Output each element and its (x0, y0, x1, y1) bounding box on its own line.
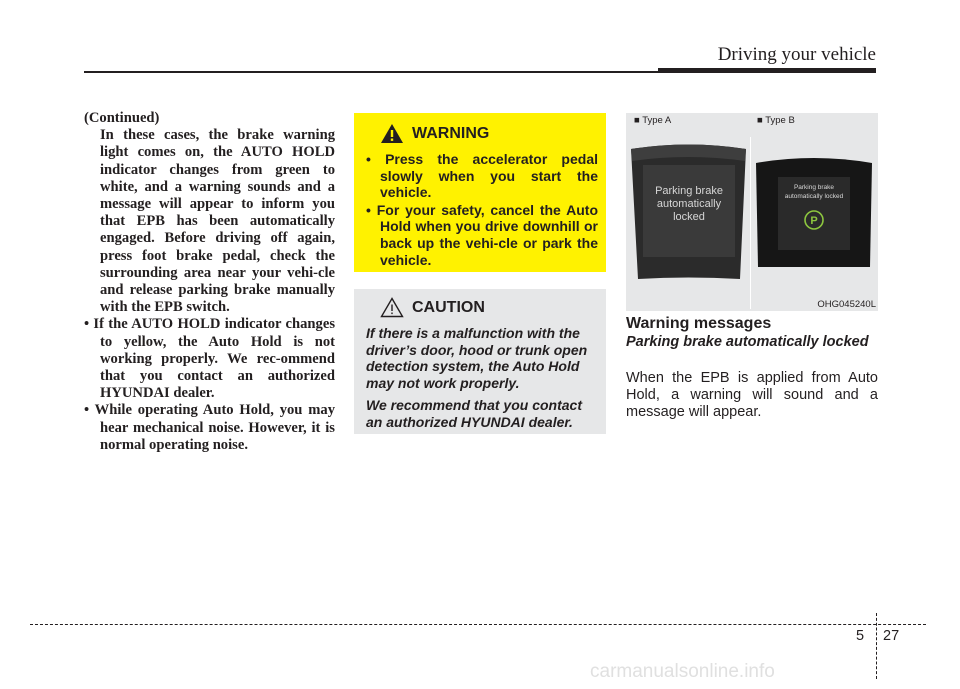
screen-a-line: automatically (656, 198, 722, 210)
section-title: Warning messages (626, 315, 772, 332)
footer-rule (30, 624, 926, 625)
type-a-display-image (626, 113, 750, 311)
caution-paragraph: If there is a malfunction with the driver’s door, hood or trunk open detection system, the Auto Hold may not work properly. (366, 325, 588, 391)
warning-box (354, 113, 606, 272)
intro-paragraph: In these cases, the brake warning light comes on, the AUTO HOLD indicator changes from green to white, and a warning sounds and a message will appear to inform you that EPB has been automatically engaged. Before driving off again, press foot brake pedal, check the surrounding area near your vehi-cle and release parking brake manually with the EPB switch. (100, 127, 335, 316)
header-rule-accent (658, 68, 876, 73)
warning-item: • For your safety, cancel the Auto Hold when you drive downhill or back up the vehi-cle or park the vehicle. (366, 201, 598, 268)
header-rule (84, 71, 660, 73)
continued-label: (Continued) (84, 110, 160, 126)
warning-title: WARNING (412, 124, 490, 142)
screen-a-line: locked (673, 211, 705, 223)
screen-b-line: automatically locked (784, 193, 844, 200)
footer-divider (876, 613, 877, 679)
chapter-number: 5 (856, 628, 865, 644)
warning-list (366, 151, 598, 268)
parking-brake-icon-letter: P (810, 215, 818, 227)
caution-box (354, 289, 606, 434)
warning-header (380, 123, 598, 144)
screen-b-line: Parking brake (793, 184, 835, 191)
caution-title: CAUTION (412, 298, 485, 316)
section-subtitle: Parking brake automatically locked (626, 334, 869, 350)
warning-item: • Press the accelerator pedal slowly when you start the vehicle. (366, 151, 598, 201)
header-title: Driving your vehicle (717, 44, 876, 65)
caution-paragraph: We recommend that you contact an authorized HYUNDAI dealer. (366, 397, 583, 430)
cluster-figure (626, 113, 878, 311)
caution-triangle-icon (380, 297, 404, 318)
warning-triangle-icon (380, 123, 404, 144)
bullet-item: • While operating Auto Hold, you may hear mechanical noise. However, it is normal operating noise. (84, 402, 335, 453)
screen-a-line: Parking brake (655, 185, 723, 197)
type-a-label: ■ Type A (634, 115, 672, 126)
bullet-item: • If the AUTO HOLD indicator changes to yellow, the Auto Hold is not working properly. We rec-ommend that you contact an authorized HYUNDAI dealer. (84, 316, 335, 402)
figure-code: OHG045240L (817, 299, 876, 310)
left-column (84, 110, 335, 454)
page-number: 27 (883, 628, 900, 644)
section-body: When the EPB is applied from Auto Hold, a warning will sound and a message will appear. (626, 370, 878, 420)
caution-header (380, 297, 598, 318)
type-b-label: ■ Type B (757, 115, 795, 126)
type-b-display-image (750, 113, 878, 311)
watermark: carmanualsonline.info (590, 661, 775, 682)
